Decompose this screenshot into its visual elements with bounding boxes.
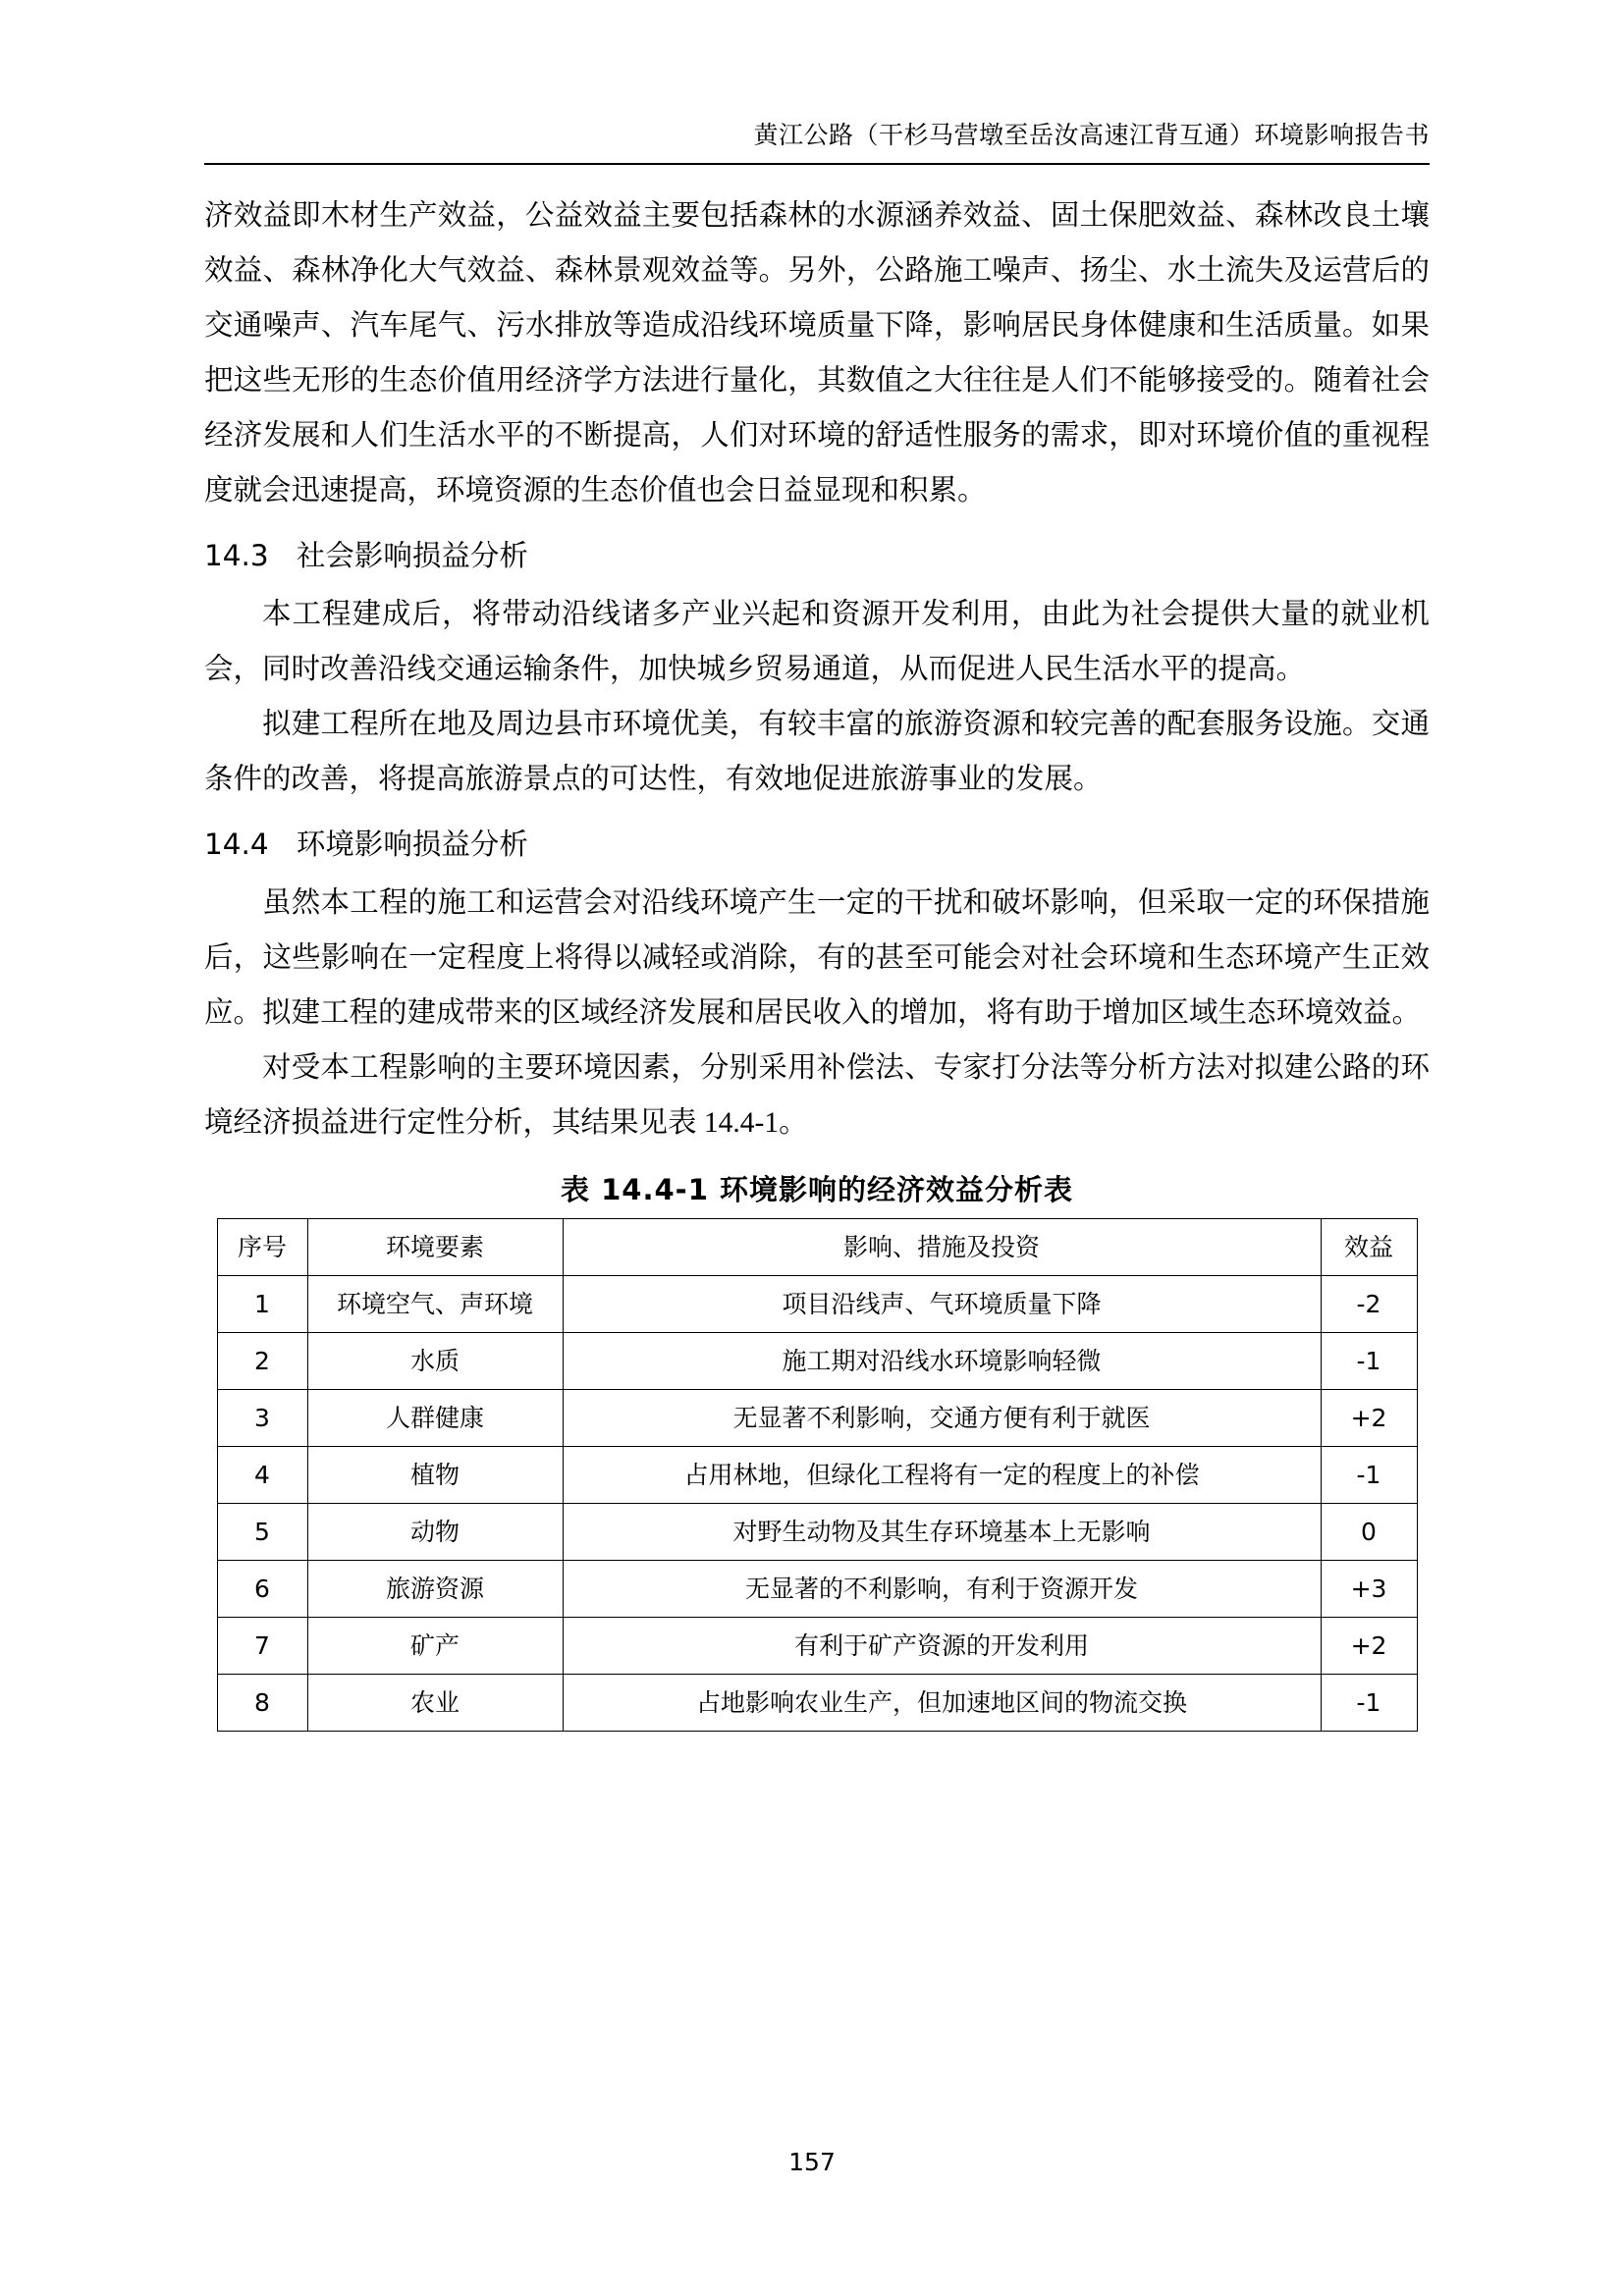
cell-impact: 占用林地，但绿化工程将有一定的程度上的补偿 <box>563 1447 1321 1504</box>
cell-benefit: -1 <box>1321 1333 1417 1390</box>
table-row <box>217 1333 1417 1390</box>
cell-factor: 环境空气、声环境 <box>307 1276 563 1333</box>
cell-factor: 人群健康 <box>307 1390 563 1447</box>
paragraph-intro: 济效益即木材生产效益，公益效益主要包括森林的水源涵养效益、固土保肥效益、森林改良土壤效益、森林净化大气效益、森林景观效益等。另外，公路施工噪声、扬尘、水土流失及运营后的交通噪声、汽车尾气、污水排放等造成沿线环境质量下降，影响居民身体健康和生活质量。如果把这些无形的生态价值用经济学方法进行量化，其数值之大往往是人们不能够接受的。随着社会经济发展和人们生活水平的不断提高，人们对环境的舒适性服务的需求，即对环境价值的重视程度就会迅速提高，环境资源的生态价值也会日益显现和积累。 <box>204 200 1430 507</box>
cell-factor: 植物 <box>307 1447 563 1504</box>
cell-benefit: +2 <box>1321 1618 1417 1675</box>
column-header-index: 序号 <box>217 1219 307 1276</box>
cell-index: 2 <box>217 1333 307 1390</box>
cell-impact: 施工期对沿线水环境影响轻微 <box>563 1333 1321 1390</box>
table-row <box>217 1504 1417 1561</box>
page-number: 157 <box>788 2148 836 2176</box>
paragraph-14-3-2: 拟建工程所在地及周边县市环境优美，有较丰富的旅游资源和较完善的配套服务设施。交通条件的改善，将提高旅游景点的可达性，有效地促进旅游事业的发展。 <box>204 709 1430 795</box>
column-header-benefit: 效益 <box>1321 1219 1417 1276</box>
column-header-impact: 影响、措施及投资 <box>563 1219 1321 1276</box>
cell-impact: 项目沿线声、气环境质量下降 <box>563 1276 1321 1333</box>
cell-benefit: -2 <box>1321 1276 1417 1333</box>
paragraph-14-4-1: 虽然本工程的施工和运营会对沿线环境产生一定的干扰和破坏影响，但采取一定的环保措施后，这些影响在一定程度上将得以减轻或消除，有的甚至可能会对社会环境和生态环境产生正效应。拟建工程的建成带来的区域经济发展和居民收入的增加，将有助于增加区域生态环境效益。 <box>204 887 1430 1029</box>
section-number: 14.3 <box>204 539 269 572</box>
section-heading-14-4 <box>204 817 1430 872</box>
cell-index: 3 <box>217 1390 307 1447</box>
cell-benefit: -1 <box>1321 1447 1417 1504</box>
section-number: 14.4 <box>204 828 269 861</box>
cell-index: 7 <box>217 1618 307 1675</box>
table-caption: 表 14.4-1 环境影响的经济效益分析表 <box>561 1173 1073 1206</box>
cell-benefit: -1 <box>1321 1675 1417 1732</box>
cell-factor: 矿产 <box>307 1618 563 1675</box>
paragraph-14-4-2: 对受本工程影响的主要环境因素，分别采用补偿法、专家打分法等分析方法对拟建公路的环境经济损益进行定性分析，其结果见表 14.4-1。 <box>204 1052 1430 1139</box>
table-row <box>217 1675 1417 1732</box>
table-row <box>217 1561 1417 1618</box>
table-header-row <box>217 1219 1417 1276</box>
economic-benefit-table <box>217 1218 1418 1732</box>
column-header-factor: 环境要素 <box>307 1219 563 1276</box>
cell-benefit: +3 <box>1321 1561 1417 1618</box>
page-header: 黄江公路（干杉马营墩至岳汝高速江背互通）环境影响报告书 <box>753 121 1430 149</box>
cell-benefit: +2 <box>1321 1390 1417 1447</box>
cell-impact: 无显著不利影响，交通方便有利于就医 <box>563 1390 1321 1447</box>
cell-index: 1 <box>217 1276 307 1333</box>
cell-impact: 无显著的不利影响，有利于资源开发 <box>563 1561 1321 1618</box>
section-heading-14-3 <box>204 528 1430 583</box>
page-content <box>204 188 1430 1732</box>
cell-factor: 旅游资源 <box>307 1561 563 1618</box>
cell-index: 4 <box>217 1447 307 1504</box>
cell-impact: 有利于矿产资源的开发利用 <box>563 1618 1321 1675</box>
cell-impact: 占地影响农业生产，但加速地区间的物流交换 <box>563 1675 1321 1732</box>
cell-index: 5 <box>217 1504 307 1561</box>
cell-benefit: 0 <box>1321 1504 1417 1561</box>
table-row <box>217 1276 1417 1333</box>
table-row <box>217 1390 1417 1447</box>
section-title: 社会影响损益分析 <box>296 539 528 572</box>
cell-index: 8 <box>217 1675 307 1732</box>
cell-impact: 对野生动物及其生存环境基本上无影响 <box>563 1504 1321 1561</box>
section-title: 环境影响损益分析 <box>296 828 528 861</box>
table-row <box>217 1447 1417 1504</box>
table-row <box>217 1618 1417 1675</box>
cell-factor: 水质 <box>307 1333 563 1390</box>
cell-factor: 农业 <box>307 1675 563 1732</box>
cell-index: 6 <box>217 1561 307 1618</box>
cell-factor: 动物 <box>307 1504 563 1561</box>
header-divider <box>204 163 1430 165</box>
paragraph-14-3-1: 本工程建成后，将带动沿线诸多产业兴起和资源开发利用，由此为社会提供大量的就业机会，同时改善沿线交通运输条件，加快城乡贸易通道，从而促进人民生活水平的提高。 <box>204 599 1430 685</box>
